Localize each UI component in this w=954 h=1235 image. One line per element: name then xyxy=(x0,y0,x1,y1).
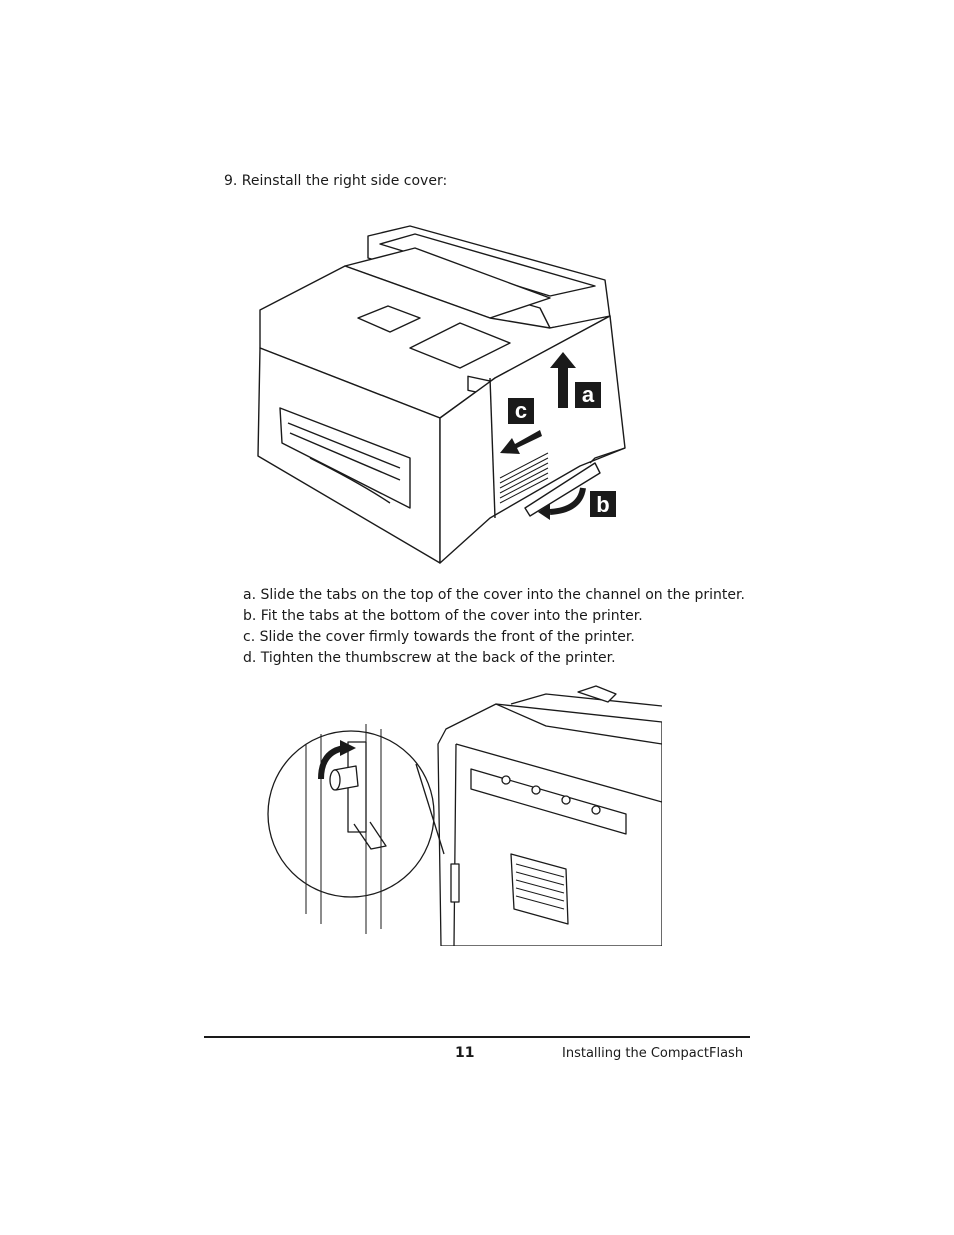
substep-a: a. Slide the tabs on the top of the cover into the channel on the printer. xyxy=(243,587,745,603)
callout-b: b xyxy=(596,492,610,517)
substep-c: c. Slide the cover firmly towards the front of the printer. xyxy=(243,629,635,645)
callout-c: c xyxy=(514,398,528,423)
page-number: 11 xyxy=(455,1045,475,1061)
substep-list xyxy=(243,585,745,669)
callout-a: a xyxy=(581,382,595,407)
substep-d: d. Tighten the thumbscrew at the back of the printer. xyxy=(243,650,616,666)
interface-port xyxy=(451,864,459,902)
section-title: Installing the CompactFlash xyxy=(562,1046,744,1061)
printer-side-cover-illustration xyxy=(250,218,630,573)
substep-b: b. Fit the tabs at the bottom of the cover into the printer. xyxy=(243,608,643,624)
thumbscrew-illustration xyxy=(266,684,662,946)
step-heading: 9. Reinstall the right side cover: xyxy=(224,173,448,189)
footer-rule xyxy=(204,1036,750,1038)
